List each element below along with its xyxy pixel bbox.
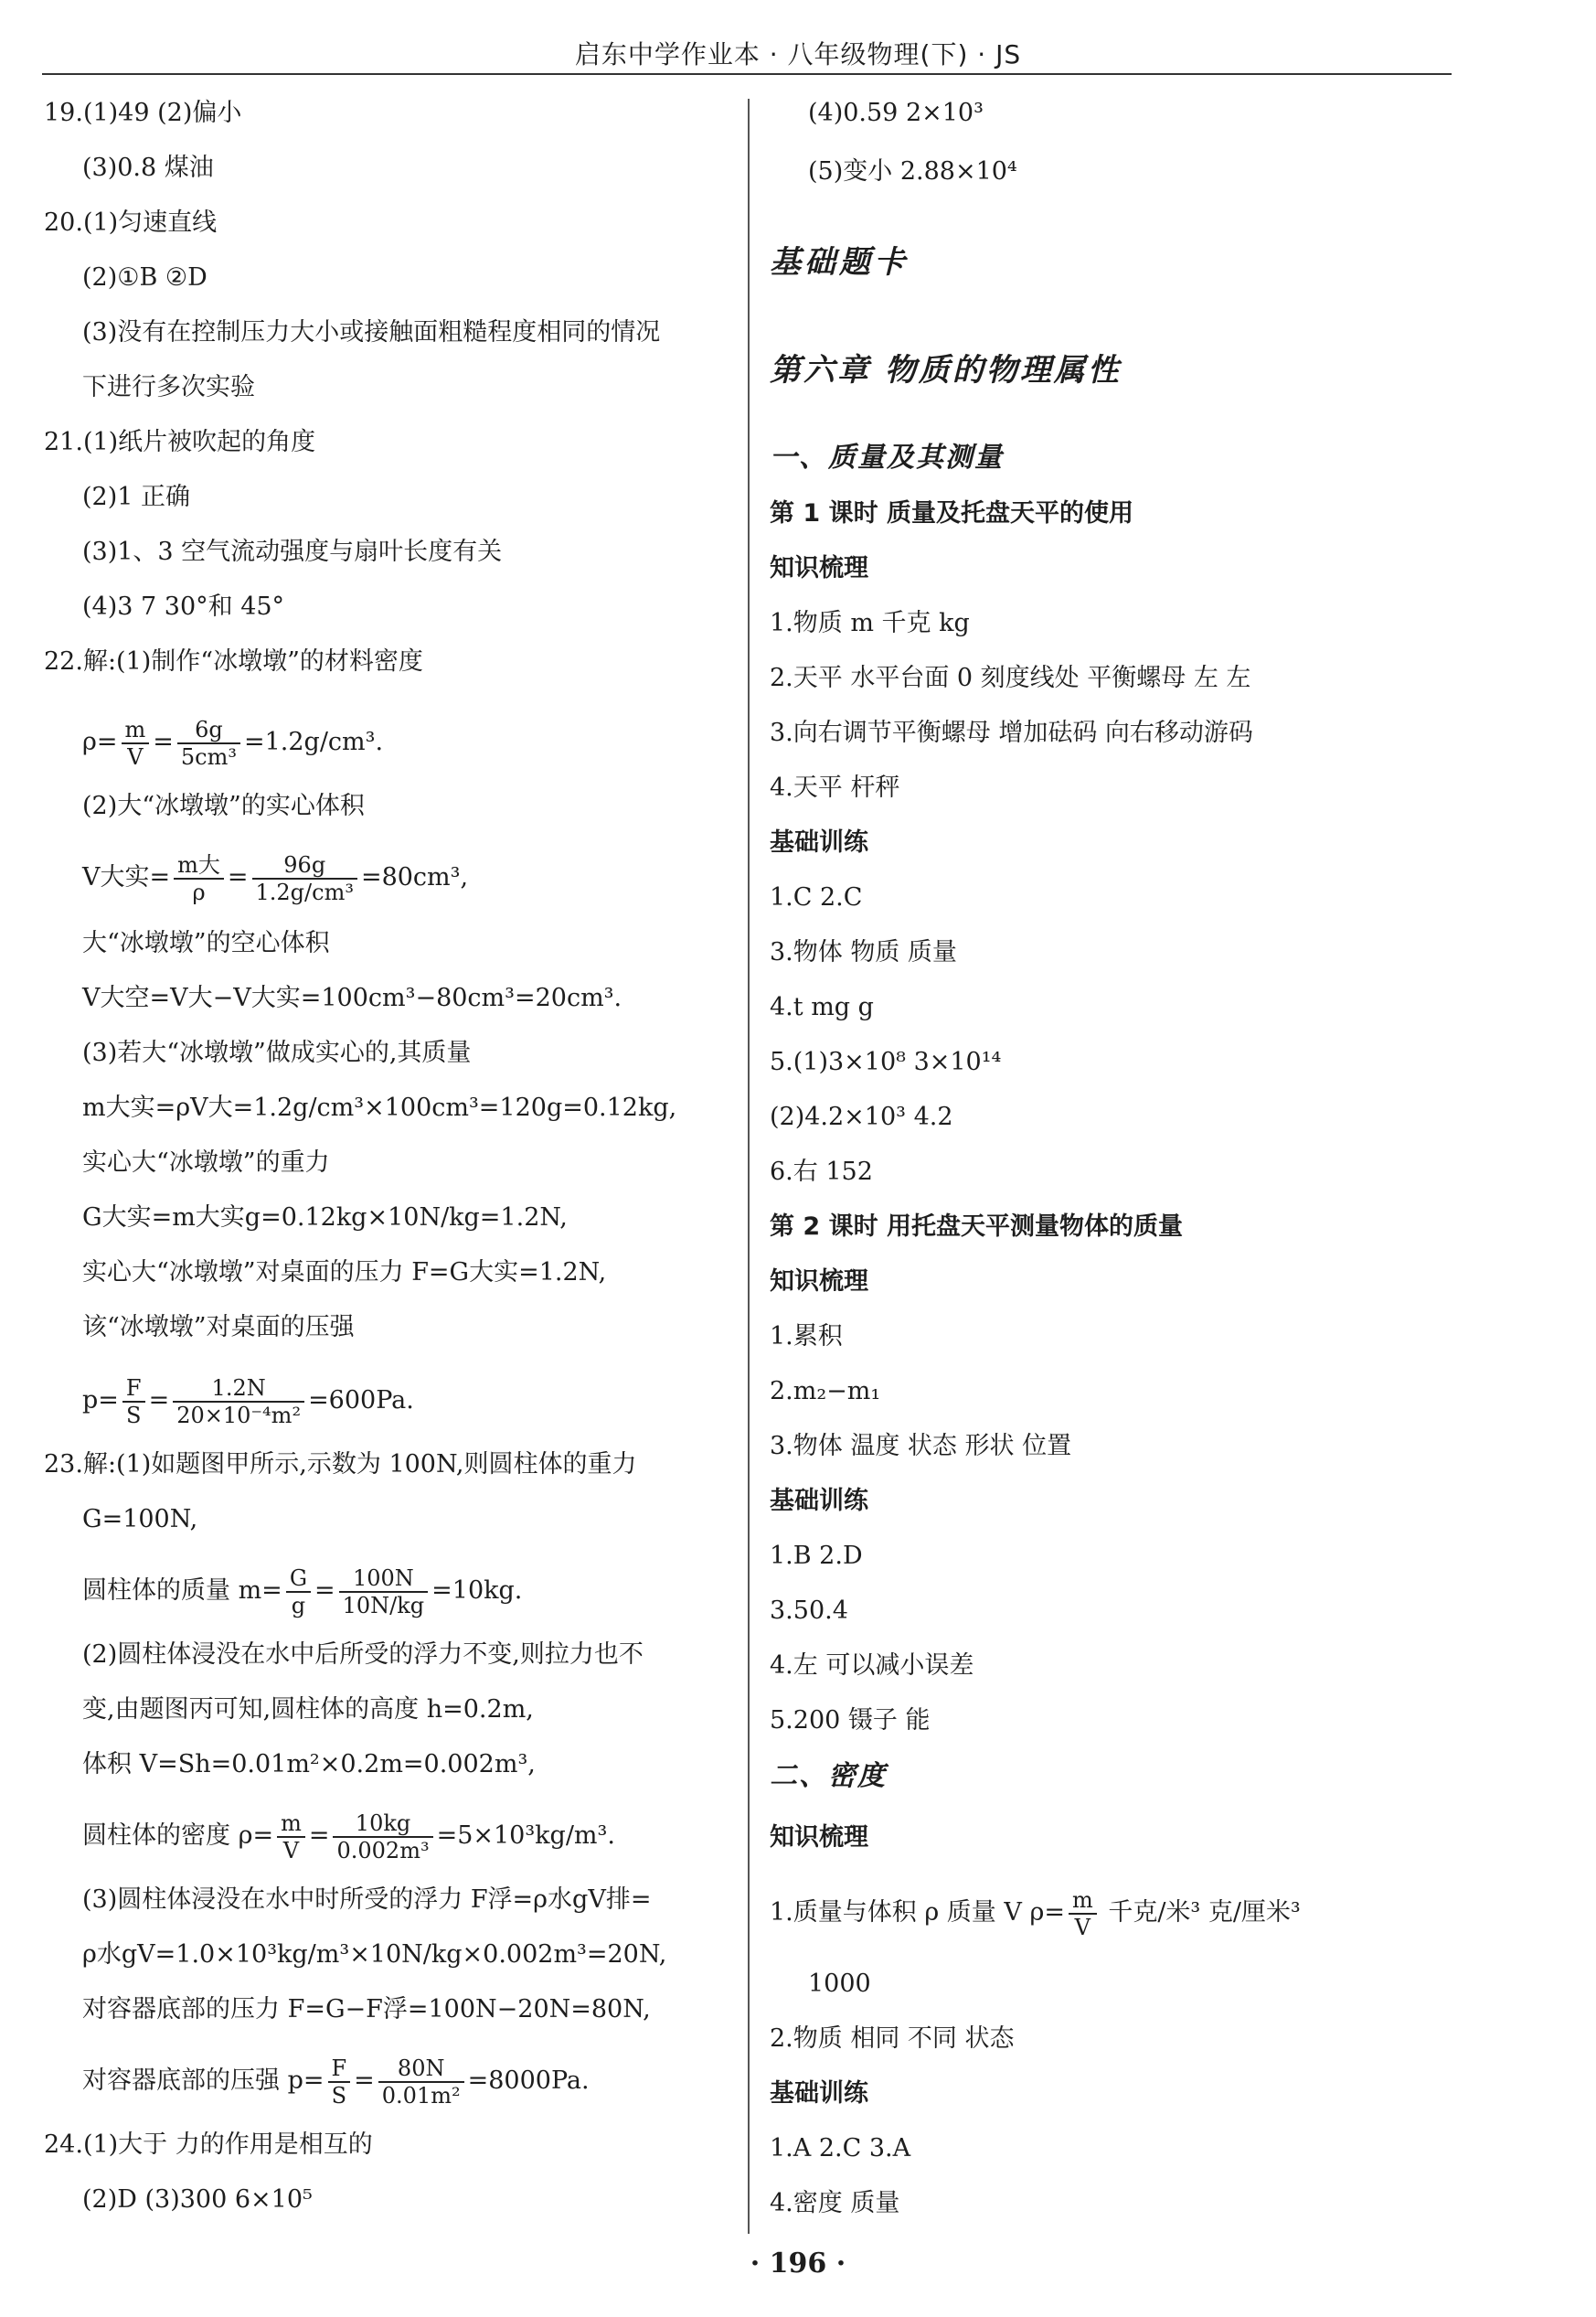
formula-text: =10kg. bbox=[431, 1576, 523, 1605]
answer-line: V大空=V大−V大实=100cm³−80cm³=20cm³. bbox=[82, 984, 622, 1012]
answer-line: 20.(1)匀速直线 bbox=[44, 208, 218, 237]
answer-line: 3.物体 物质 质量 bbox=[770, 938, 957, 966]
denominator: S bbox=[126, 1402, 142, 1428]
lesson-title: 第 1 课时 质量及托盘天平的使用 bbox=[770, 499, 1133, 528]
answer-line: 2.m₂−m₁ bbox=[770, 1377, 881, 1405]
denominator: 10N/kg bbox=[342, 1592, 425, 1618]
numerator: m bbox=[122, 717, 150, 744]
answer-line: 5.(1)3×10⁸ 3×10¹⁴ bbox=[770, 1048, 1002, 1076]
formula-text: =600Pa. bbox=[308, 1386, 414, 1415]
numerator: m大 bbox=[174, 852, 224, 880]
fraction bbox=[252, 852, 357, 905]
answer-line: (3)圆柱体浸没在水中时所受的浮力 F浮=ρ水gV排= bbox=[82, 1885, 652, 1914]
denominator: V bbox=[127, 743, 144, 770]
section-title: 基础题卡 bbox=[770, 244, 909, 281]
fraction bbox=[177, 717, 240, 770]
answer-line: G=100N, bbox=[82, 1505, 198, 1533]
numerator: 96g bbox=[252, 852, 357, 880]
denominator: S bbox=[331, 2082, 347, 2109]
subsection-title: 一、质量及其测量 bbox=[770, 442, 1004, 474]
fraction bbox=[173, 1375, 304, 1428]
numerator: 6g bbox=[177, 717, 240, 744]
fraction bbox=[277, 1810, 305, 1863]
formula-text: =5×10³kg/m³. bbox=[436, 1821, 615, 1850]
answer-line: 4.密度 质量 bbox=[770, 2189, 900, 2217]
answer-line: (5)变小 2.88×10⁴ bbox=[808, 157, 1017, 186]
lesson-title: 第 2 课时 用托盘天平测量物体的质量 bbox=[770, 1212, 1183, 1241]
answer-line: (2)1 正确 bbox=[82, 483, 191, 511]
fraction bbox=[122, 1375, 145, 1428]
answer-line: G大实=m大实g=0.12kg×10N/kg=1.2N, bbox=[82, 1203, 568, 1232]
column-divider bbox=[748, 99, 750, 2234]
fraction bbox=[339, 1565, 429, 1618]
answer-line: 下进行多次实验 bbox=[82, 373, 255, 401]
answer-line: 4.天平 杆秤 bbox=[770, 774, 900, 802]
numerator: F bbox=[328, 2055, 351, 2083]
formula-pressure: p= $\frac{F}{S}$ = $\frac{1.2N}{\text{20×10⁻⁴m²}}$ =600Pa. bbox=[82, 1374, 414, 1428]
denominator: g bbox=[291, 1592, 306, 1618]
answer-line: 24.(1)大于 力的作用是相互的 bbox=[44, 2130, 373, 2159]
answer-line: (4)0.59 2×10³ bbox=[808, 99, 984, 127]
subsection-title: 二、密度 bbox=[770, 1760, 887, 1792]
heading: 知识梳理 bbox=[770, 554, 868, 582]
page-header: 启东中学作业本 · 八年级物理(下) · JS bbox=[574, 39, 1022, 69]
denominator: 0.01m² bbox=[381, 2082, 461, 2109]
formula-text: 1.质量与体积 ρ 质量 V ρ= bbox=[770, 1898, 1065, 1927]
heading: 基础训练 bbox=[770, 828, 868, 857]
answer-line: (2)D (3)300 6×10⁵ bbox=[82, 2185, 313, 2214]
formula-density-cylinder: 圆柱体的密度 ρ= $\frac{m}{V}$ = $\frac{10kg}{\text{0.002m³}}$ =5×10³kg/m³. bbox=[82, 1810, 615, 1863]
answer-line: 19.(1)49 (2)偏小 bbox=[44, 99, 242, 127]
answer-line: 1.物质 m 千克 kg bbox=[770, 609, 970, 637]
denominator: V bbox=[1074, 1914, 1091, 1940]
answer-line: (2)圆柱体浸没在水中后所受的浮力不变,则拉力也不 bbox=[82, 1640, 644, 1669]
formula-text: 圆柱体的质量 m= bbox=[82, 1576, 282, 1605]
answer-line: 5.200 镊子 能 bbox=[770, 1706, 931, 1735]
answer-line: 4.左 可以减小误差 bbox=[770, 1651, 974, 1680]
fraction bbox=[174, 852, 224, 905]
answer-line: ρ水gV=1.0×10³kg/m³×10N/kg×0.002m³=20N, bbox=[82, 1940, 667, 1969]
chapter-title: 第六章 物质的物理属性 bbox=[770, 352, 1122, 389]
answer-line: 2.天平 水平台面 0 刻度线处 平衡螺母 左 左 bbox=[770, 664, 1251, 692]
answer-line: 6.右 152 bbox=[770, 1158, 873, 1186]
answer-line: 体积 V=Sh=0.01m²×0.2m=0.002m³, bbox=[82, 1750, 536, 1778]
numerator: G bbox=[286, 1565, 311, 1593]
answer-line: 3.向右调节平衡螺母 增加砝码 向右移动游码 bbox=[770, 719, 1253, 747]
denominator: 5cm³ bbox=[180, 743, 237, 770]
denominator: 0.002m³ bbox=[336, 1837, 430, 1863]
answer-line: (3)0.8 煤油 bbox=[82, 154, 214, 182]
answer-line: 1.A 2.C 3.A bbox=[770, 2134, 911, 2162]
answer-line: 1.累积 bbox=[770, 1322, 843, 1351]
heading: 知识梳理 bbox=[770, 1267, 868, 1296]
answer-line: 3.物体 温度 状态 形状 位置 bbox=[770, 1432, 1072, 1460]
formula-volume: V大实= $\frac{\text{m大}}{\rho}$ = $\frac{96g}{\text{1.2g/cm³}}$ =80cm³, bbox=[82, 851, 469, 905]
answer-line: (2)大“冰墩墩”的实心体积 bbox=[82, 792, 365, 820]
answer-line: 4.t mg g bbox=[770, 993, 874, 1021]
formula-text: V大实= bbox=[82, 863, 171, 892]
fraction bbox=[328, 2055, 351, 2109]
numerator: 80N bbox=[378, 2055, 464, 2083]
answer-line: 实心大“冰墩墩”对桌面的压力 F=G大实=1.2N, bbox=[82, 1258, 607, 1287]
denominator: 1.2g/cm³ bbox=[255, 879, 354, 905]
answer-line: 3.50.4 bbox=[770, 1596, 848, 1625]
answer-line: 22.解:(1)制作“冰墩墩”的材料密度 bbox=[44, 647, 423, 676]
formula-text: 对容器底部的压强 p= bbox=[82, 2066, 325, 2095]
answer-line: 2.物质 相同 不同 状态 bbox=[770, 2024, 1015, 2053]
fraction bbox=[122, 717, 150, 770]
formula-text: 圆柱体的密度 ρ= bbox=[82, 1821, 274, 1850]
formula-text: =8000Pa. bbox=[467, 2066, 590, 2095]
formula-density-def bbox=[770, 1885, 1301, 1940]
numerator: 10kg bbox=[333, 1810, 432, 1838]
answer-line: (2)4.2×10³ 4.2 bbox=[770, 1103, 953, 1131]
denominator: ρ bbox=[192, 879, 206, 905]
formula-text: 千克/米³ 克/厘米³ bbox=[1100, 1898, 1301, 1927]
heading: 基础训练 bbox=[770, 1487, 868, 1515]
numerator: F bbox=[122, 1375, 145, 1403]
heading: 基础训练 bbox=[770, 2079, 868, 2108]
answer-line: 21.(1)纸片被吹起的角度 bbox=[44, 428, 316, 456]
answer-line: 该“冰墩墩”对桌面的压强 bbox=[82, 1313, 355, 1341]
answer-line: 实心大“冰墩墩”的重力 bbox=[82, 1148, 330, 1177]
fraction bbox=[1069, 1887, 1097, 1940]
heading: 知识梳理 bbox=[770, 1823, 868, 1852]
numerator: m bbox=[277, 1810, 305, 1838]
answer-line: 1.B 2.D bbox=[770, 1542, 863, 1570]
fraction bbox=[333, 1810, 432, 1863]
formula-text: ρ= bbox=[82, 728, 118, 756]
numerator: 100N bbox=[339, 1565, 429, 1593]
answer-line: 大“冰墩墩”的空心体积 bbox=[82, 929, 330, 957]
answer-line: m大实=ρV大=1.2g/cm³×100cm³=120g=0.12kg, bbox=[82, 1094, 677, 1122]
header-rule bbox=[42, 73, 1452, 75]
denominator: V bbox=[282, 1837, 300, 1863]
formula-density: ρ= $\frac{m}{V}$ = $\frac{6g}{\text{5cm³}}$ =1.2g/cm³. bbox=[82, 716, 384, 770]
answer-line: (4)3 7 30°和 45° bbox=[82, 593, 285, 621]
formula-text: =1.2g/cm³. bbox=[243, 728, 384, 756]
formula-pressure-container: 对容器底部的压强 p= $\frac{F}{S}$ = $\frac{80N}{\text{0.01m²}}$ =8000Pa. bbox=[82, 2055, 590, 2109]
answer-line: 1000 bbox=[808, 1970, 871, 1998]
numerator: 1.2N bbox=[173, 1375, 304, 1403]
formula-mass: 圆柱体的质量 m= $\frac{G}{g}$ = $\frac{100N}{10N/kg}$ =10kg. bbox=[82, 1564, 523, 1618]
denominator: 20×10⁻⁴m² bbox=[176, 1402, 302, 1428]
fraction bbox=[286, 1565, 311, 1618]
answer-line: (2)①B ②D bbox=[82, 263, 207, 292]
answer-line: 23.解:(1)如题图甲所示,示数为 100N,则圆柱体的重力 bbox=[44, 1450, 637, 1479]
formula-text: p= bbox=[82, 1386, 119, 1415]
answer-line: (3)1、3 空气流动强度与扇叶长度有关 bbox=[82, 538, 503, 566]
answer-line: 1.C 2.C bbox=[770, 883, 863, 912]
answer-line: (3)没有在控制压力大小或接触面粗糙程度相同的情况 bbox=[82, 318, 661, 347]
fraction bbox=[378, 2055, 464, 2109]
answer-line: (3)若大“冰墩墩”做成实心的,其质量 bbox=[82, 1039, 472, 1067]
answer-line: 对容器底部的压力 F=G−F浮=100N−20N=80N, bbox=[82, 1995, 651, 2023]
answer-line: 变,由题图丙可知,圆柱体的高度 h=0.2m, bbox=[82, 1695, 534, 1724]
page-number: · 196 · bbox=[750, 2248, 846, 2280]
numerator: m bbox=[1069, 1887, 1097, 1915]
formula-text: =80cm³, bbox=[360, 863, 469, 892]
